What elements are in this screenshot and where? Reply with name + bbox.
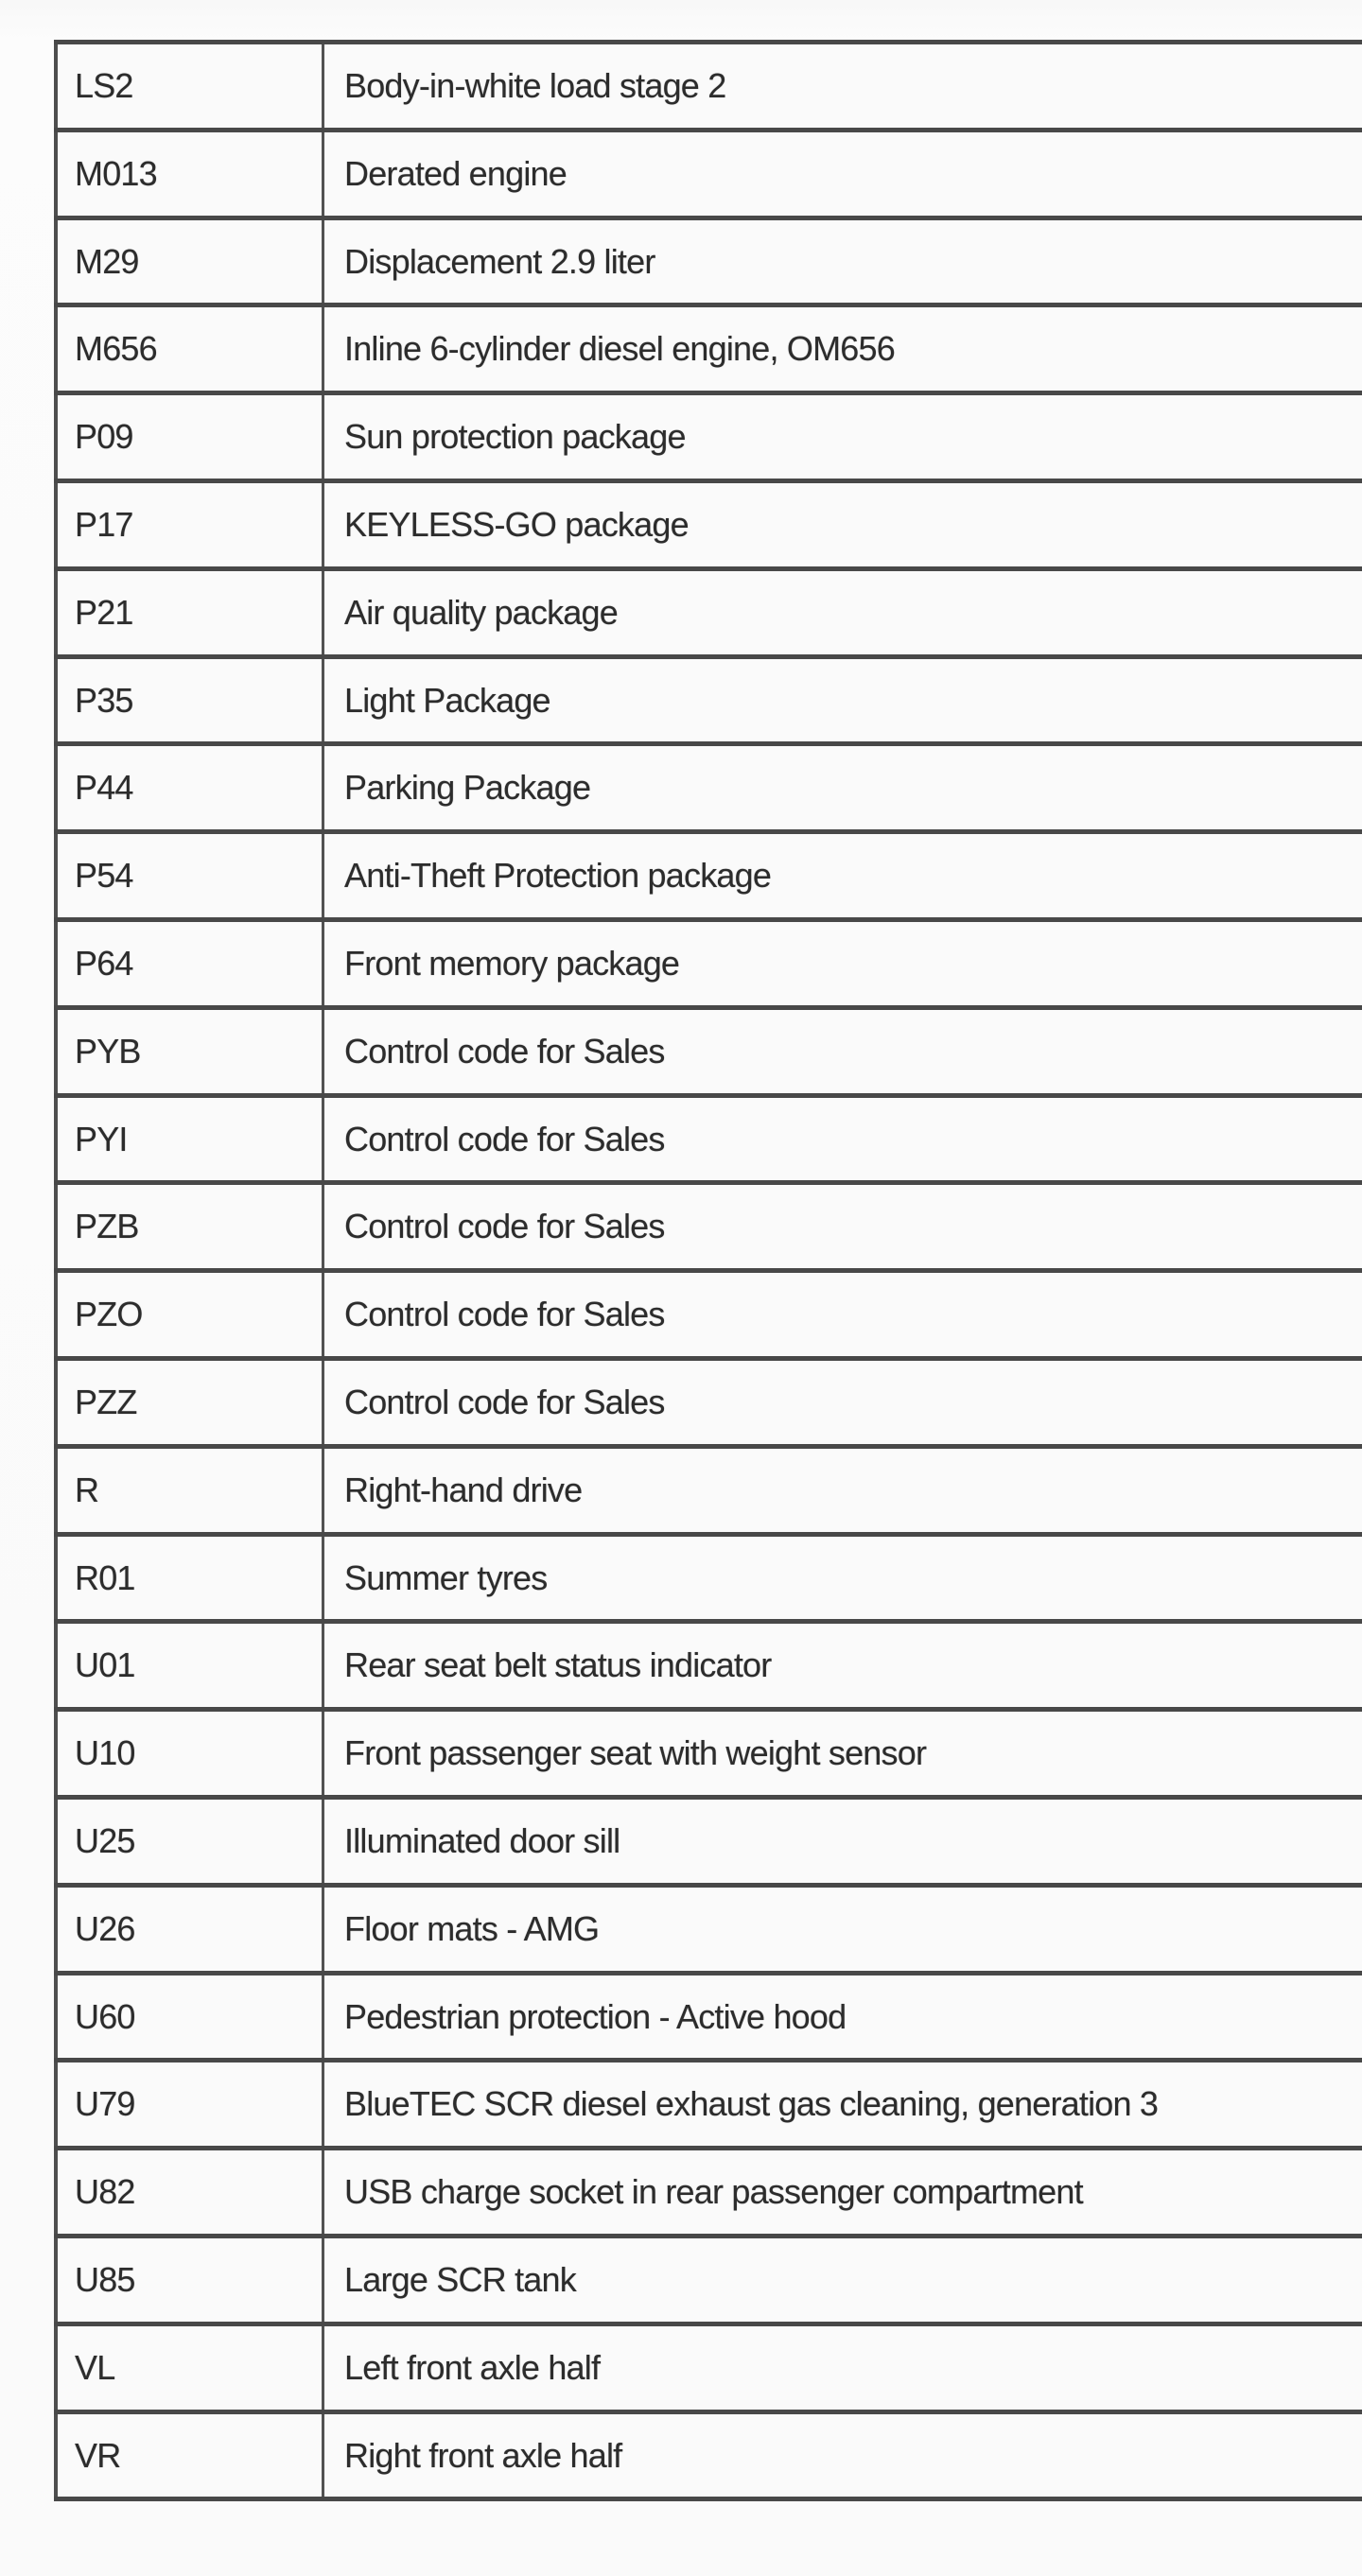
- option-code-cell: PZO: [56, 1271, 323, 1359]
- option-code-cell: VR: [56, 2411, 323, 2499]
- table-row: [56, 2061, 1362, 2149]
- table-row: [56, 305, 1362, 393]
- option-description-cell: Air quality package: [323, 568, 1362, 656]
- option-description-cell: Rear seat belt status indicator: [323, 1622, 1362, 1710]
- option-code-cell: PZB: [56, 1183, 323, 1271]
- option-code-cell: M29: [56, 218, 323, 305]
- option-description-cell: Light Package: [323, 656, 1362, 744]
- option-code-cell: U01: [56, 1622, 323, 1710]
- table-row: [56, 130, 1362, 218]
- option-description-cell: Control code for Sales: [323, 1271, 1362, 1359]
- option-description-cell: Displacement 2.9 liter: [323, 218, 1362, 305]
- table-row: [56, 832, 1362, 920]
- table-row: [56, 2411, 1362, 2499]
- option-description-cell: Anti-Theft Protection package: [323, 832, 1362, 920]
- option-description-cell: Derated engine: [323, 130, 1362, 218]
- option-code-cell: P17: [56, 480, 323, 568]
- option-description-cell: Front passenger seat with weight sensor: [323, 1710, 1362, 1798]
- table-row: [56, 1183, 1362, 1271]
- table-row: [56, 568, 1362, 656]
- option-description-cell: Control code for Sales: [323, 1095, 1362, 1183]
- option-code-cell: U79: [56, 2061, 323, 2149]
- option-description-cell: USB charge socket in rear passenger compartment: [323, 2149, 1362, 2237]
- option-description-cell: Right-hand drive: [323, 1446, 1362, 1534]
- option-description-cell: Summer tyres: [323, 1534, 1362, 1622]
- option-code-cell: PZZ: [56, 1358, 323, 1446]
- option-description-cell: KEYLESS-GO package: [323, 480, 1362, 568]
- table-row: [56, 480, 1362, 568]
- option-description-cell: Inline 6-cylinder diesel engine, OM656: [323, 305, 1362, 393]
- table-row: [56, 1007, 1362, 1095]
- table-row: [56, 218, 1362, 305]
- option-code-cell: U26: [56, 1885, 323, 1973]
- table-row: [56, 2236, 1362, 2324]
- option-code-cell: PYB: [56, 1007, 323, 1095]
- table-row: [56, 1710, 1362, 1798]
- table-row: [56, 656, 1362, 744]
- option-description-cell: Pedestrian protection - Active hood: [323, 1973, 1362, 2061]
- table-row: [56, 393, 1362, 481]
- option-code-cell: R01: [56, 1534, 323, 1622]
- table-row: [56, 919, 1362, 1007]
- table-row: [56, 1534, 1362, 1622]
- table-row: [56, 1446, 1362, 1534]
- option-description-cell: Body-in-white load stage 2: [323, 43, 1362, 131]
- option-code-cell: P35: [56, 656, 323, 744]
- table-row: [56, 1885, 1362, 1973]
- table-row: [56, 1797, 1362, 1885]
- table-row: [56, 1622, 1362, 1710]
- option-description-cell: Parking Package: [323, 744, 1362, 832]
- option-description-cell: Left front axle half: [323, 2324, 1362, 2411]
- table-row: [56, 2324, 1362, 2411]
- option-description-cell: BlueTEC SCR diesel exhaust gas cleaning, generation 3: [323, 2061, 1362, 2149]
- option-code-cell: M656: [56, 305, 323, 393]
- option-code-cell: P54: [56, 832, 323, 920]
- option-description-cell: Control code for Sales: [323, 1358, 1362, 1446]
- option-description-cell: Control code for Sales: [323, 1183, 1362, 1271]
- option-code-cell: P44: [56, 744, 323, 832]
- option-description-cell: Right front axle half: [323, 2411, 1362, 2499]
- table-row: [56, 1095, 1362, 1183]
- table-row: [56, 744, 1362, 832]
- option-code-cell: U85: [56, 2236, 323, 2324]
- option-code-cell: M013: [56, 130, 323, 218]
- table-row: [56, 1271, 1362, 1359]
- option-description-cell: Front memory package: [323, 919, 1362, 1007]
- option-code-cell: R: [56, 1446, 323, 1534]
- option-description-cell: Large SCR tank: [323, 2236, 1362, 2324]
- option-code-cell: LS2: [56, 43, 323, 131]
- table-row: [56, 2149, 1362, 2237]
- table-row: [56, 1973, 1362, 2061]
- option-code-cell: P21: [56, 568, 323, 656]
- option-code-cell: U82: [56, 2149, 323, 2237]
- option-code-cell: U60: [56, 1973, 323, 2061]
- option-description-cell: Illuminated door sill: [323, 1797, 1362, 1885]
- option-codes-table-body: [56, 43, 1362, 2499]
- option-description-cell: Floor mats - AMG: [323, 1885, 1362, 1973]
- option-code-cell: U25: [56, 1797, 323, 1885]
- option-codes-table: [54, 40, 1362, 2501]
- option-code-cell: U10: [56, 1710, 323, 1798]
- option-code-cell: VL: [56, 2324, 323, 2411]
- option-code-cell: P64: [56, 919, 323, 1007]
- option-code-cell: P09: [56, 393, 323, 481]
- option-description-cell: Control code for Sales: [323, 1007, 1362, 1095]
- table-row: [56, 1358, 1362, 1446]
- table-row: [56, 43, 1362, 131]
- option-description-cell: Sun protection package: [323, 393, 1362, 481]
- option-code-cell: PYI: [56, 1095, 323, 1183]
